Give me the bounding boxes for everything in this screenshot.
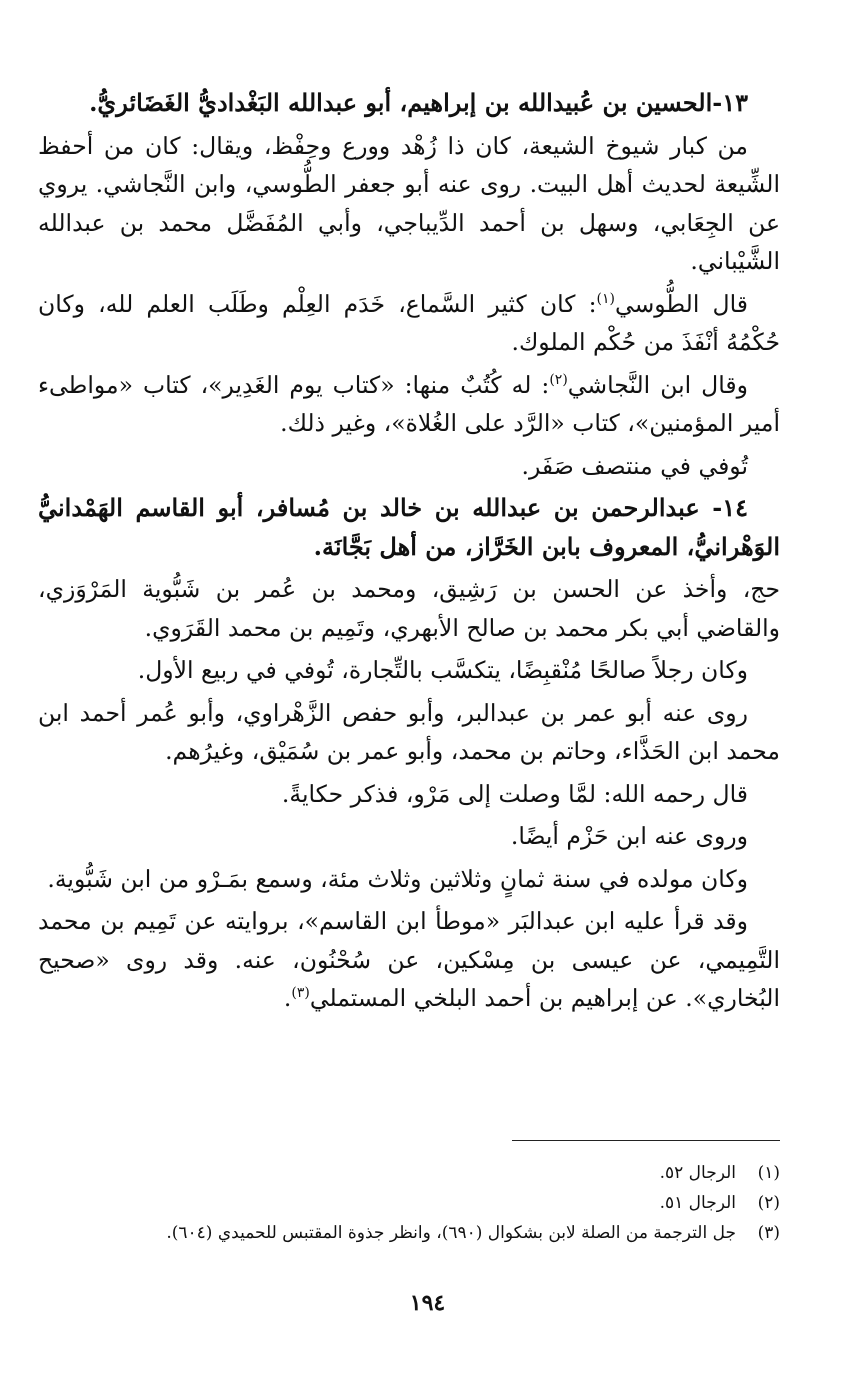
entry-13-tusi-quote: [38, 285, 780, 362]
page-number: ١٩٤: [409, 1290, 446, 1316]
tusi-quote-intro: قال الطُّوسي: [614, 289, 748, 318]
footnote-number: (٢): [757, 1193, 780, 1213]
entry-13-bio: من كبار شيوخ الشيعة، كان ذا زُهْد وورع وحِفْظ، ويقال: كان من أحفظ الشِّيعة لحديث أهل البيت. روى عنه أبو جعفر الطُّوسي، وابن النَّجاشي. يروي عن الجِعَابي، وسهل بن أحمد الدِّيباجي، وأبي المُفَضَّل محمد بن عبدالله الشَّيْباني.: [38, 131, 780, 275]
footnote-divider: [512, 1140, 780, 1141]
najashi-quote-text: : له كُتُبٌ منها: «كتاب يوم الغَدِير»، كتاب «مواطىء أمير المؤمنين»، كتاب «الرَّد على الغُلاة»، وغير ذلك.: [38, 370, 780, 437]
footnote-text: الرجال ٥٢.: [659, 1163, 736, 1183]
entry-13-najashi-quote: [38, 366, 780, 443]
footnote-3: [80, 1218, 780, 1248]
transmission-text: وقد قرأ عليه ابن عبدالبَر «موطأ ابن القاسم»، بروايته عن تَمِيم بن محمد التَّمِيمي، عن عيسى بن مِسْكين، عن سُحْنُون، عنه. وقد روى «صحيح البُخاري». عن إبراهيم بن أحمد البلخي المستملي: [38, 907, 780, 1012]
page-body: [38, 84, 780, 1022]
footnotes: [80, 1158, 780, 1248]
footnote-ref-3[interactable]: (٣): [291, 985, 310, 1002]
footnote-text: الرجال ٥١.: [659, 1193, 736, 1213]
entry-14-transmission: [38, 902, 780, 1018]
entry-14-birth: وكان مولده في سنة ثمانٍ وثلاثين وثلاث مئة، وسمع بمَـرْو من ابن شَبُّوية.: [47, 864, 748, 893]
footnote-number: (١): [757, 1163, 780, 1183]
footnote-number: (٣): [757, 1223, 780, 1243]
entry-14-heading: ١٤- عبدالرحمن بن عبدالله بن خالد بن مُسافر، أبو القاسم الهَمْدانيُّ الوَهْرانيُّ، المعروف بابن الخَرَّاز، من أهل بَجَّانَة.: [38, 493, 780, 561]
footnote-text: جل الترجمة من الصلة لابن بشكوال (٦٩٠)، وانظر جذوة المقتبس للحميدي (٦٠٤).: [166, 1223, 736, 1243]
entry-13-death: تُوفي في منتصف صَفَر.: [521, 451, 748, 480]
entry-14-teachers: حج، وأخذ عن الحسن بن رَشِيق، ومحمد بن عُمر بن شَبُّوية المَرْوَزي، والقاضي أبي بكر محمد بن صالح الأبهري، وتَمِيم بن محمد القَرَوي.: [38, 575, 780, 642]
najashi-quote-intro: وقال ابن النَّجاشي: [567, 370, 748, 399]
footnote-2: [80, 1188, 780, 1218]
footnote-ref-1[interactable]: (١): [596, 290, 615, 307]
transmission-end: .: [283, 984, 292, 1012]
entry-14-character: وكان رجلاً صالحًا مُنْقبِضًا، يتكسَّب بالتِّجارة، تُوفي في ربيع الأول.: [137, 656, 748, 684]
footnote-1: [80, 1158, 780, 1188]
entry-14-students: روى عنه أبو عمر بن عبدالبر، وأبو حفص الزَّهْراوي، وأبو عُمر أحمد ابن محمد ابن الحَذَّاء، وحاتم بن محمد، وأبو عمر بن سُمَيْق، وغيرُهم.: [38, 698, 780, 765]
entry-14-saying: قال رحمه الله: لمَّا وصلت إلى مَرْو، فذكر حكايةً.: [281, 779, 748, 808]
entry-13-heading: ١٣-الحسين بن عُبيدالله بن إبراهيم، أبو عبدالله البَغْداديُّ الغَضَائريُّ.: [89, 88, 748, 117]
entry-14-ibn-hazm: وروى عنه ابن حَزْم أيضًا.: [510, 822, 748, 850]
footnote-ref-2[interactable]: (٢): [549, 371, 568, 388]
tusi-quote-text: : كان كثير السَّماع، خَدَم العِلْم وطَلَب العلم لله، وكان حُكْمُهُ أنْفَذَ من حُكْم الملوك.: [38, 289, 780, 356]
